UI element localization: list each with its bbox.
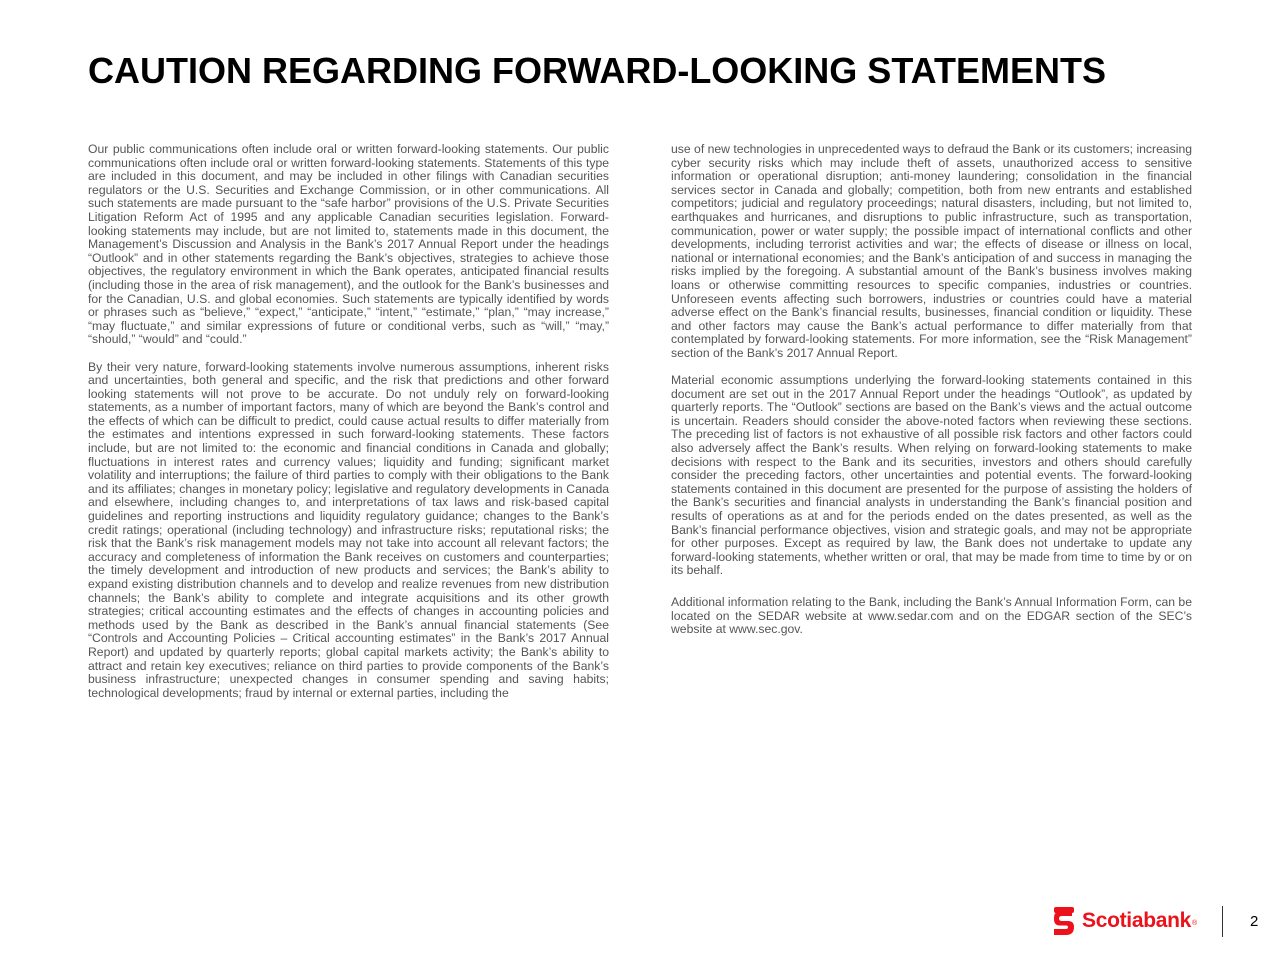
- paragraph-intro: Our public communications often include oral or written forward-looking statements. Our public communications often include oral or written forward-looking statements. Statements of this type are included in this document, and may be included in other filings with Canadian securities regulators or the U.S. Securities and Exchange Commission, or in other communications. All such statements are made pursuant to the “safe harbor” provisions of the U.S. Private Securities Litigation Reform Act of 1995 and any applicable Canadian securities legislation. Forward-looking statements may include, but are not limited to, statements made in this document, the Management’s Discussion and Analysis in the Bank’s 2017 Annual Report under the headings “Outlook” and in other statements regarding the Bank’s objectives, strategies to achieve those objectives, the regulatory environment in which the Bank operates, anticipated financial results (including those in the area of risk management), and the outlook for the Bank’s businesses and for the Canadian, U.S. and global economies. Such statements are typically identified by words or phrases such as “believe,” “expect,” “anticipate,” “intent,” “estimate,” “plan,” “may increase,” “may fluctuate,” and similar expressions of future or conditional verbs, such as “will,” “may,” “should,” “would” and “could.”: [88, 142, 609, 347]
- scotiabank-logo: [1052, 906, 1197, 936]
- right-column: [671, 143, 1192, 637]
- logo-wordmark: Scotiabank: [1082, 909, 1192, 932]
- paragraph-risks-continued: use of new technologies in unprecedented ways to defraud the Bank or its customers; increasing cyber security risks which may include theft of assets, unauthorized access to sensitive information or operational disruption; anti-money laundering; consolidation in the financial services sector in Canada and globally; competition, both from new entrants and established competitors; judicial and regulatory proceedings; natural disasters, including, but not limited to, earthquakes and hurricanes, and disruptions to public infrastructure, such as transportation, communication, power or water supply; the possible impact of international conflicts and other developments, including terrorist activities and war; the effects of disease or illness on local, national or international economies; and the Bank’s anticipation of and success in managing the risks implied by the foregoing. A substantial amount of the Bank’s business involves making loans or otherwise committing resources to specific companies, industries or countries. Unforeseen events affecting such borrowers, industries or countries could have a material adverse effect on the Bank’s financial results, businesses, financial condition or liquidity. These and other factors may cause the Bank’s actual performance to differ materially from that contemplated by forward-looking statements. For more information, see the “Risk Management” section of the Bank’s 2017 Annual Report.: [671, 142, 1192, 360]
- left-column: [88, 143, 609, 700]
- page-title: CAUTION REGARDING FORWARD-LOOKING STATEMENTS: [88, 50, 1106, 91]
- registered-mark: ®: [1192, 919, 1198, 927]
- page-number: 2: [1250, 913, 1259, 930]
- scotiabank-s-icon: [1052, 907, 1076, 935]
- footer-divider: [1222, 906, 1223, 937]
- paragraph-risks: By their very nature, forward-looking statements involve numerous assumptions, inherent risks and uncertainties, both general and specific, and the risk that predictions and other forward looking statements will not prove to be accurate. Do not unduly rely on forward-looking statements, as a number of important factors, many of which are beyond the Bank’s control and the effects of which can be difficult to predict, could cause actual results to differ materially from the estimates and intentions expressed in such forward-looking statements. These factors include, but are not limited to: the economic and financial conditions in Canada and globally; fluctuations in interest rates and currency values; liquidity and funding; significant market volatility and interruptions; the failure of third parties to comply with their obligations to the Bank and its affiliates; changes in monetary policy; legislative and regulatory developments in Canada and elsewhere, including changes to, and interpretations of tax laws and risk-based capital guidelines and reporting instructions and liquidity regulatory guidance; changes to the Bank’s credit ratings; operational (including technology) and infrastructure risks; reputational risks; the risk that the Bank’s risk management models may not take into account all relevant factors; the accuracy and completeness of information the Bank receives on customers and counterparties; the timely development and introduction of new products and services; the Bank’s ability to expand existing distribution channels and to develop and realize revenues from new distribution channels; the Bank’s ability to complete and integrate acquisitions and its other growth strategies; critical accounting estimates and the effects of changes in accounting policies and methods used by the Bank as described in the Bank’s annual financial statements (See “Controls and Accounting Policies – Critical accounting estimates” in the Bank’s 2017 Annual Report) and updated by quarterly reports; global capital markets activity; the Bank’s ability to attract and retain key executives; reliance on third parties to provide components of the Bank’s business infrastructure; unexpected changes in consumer spending and saving habits; technological developments; fraud by internal or external parties, including the: [88, 359, 609, 700]
- paragraph-additional-info: Additional information relating to the Bank, including the Bank’s Annual Information Form, can be located on the SEDAR website at www.sedar.com and on the EDGAR section of the SEC’s website at www.sec.gov.: [671, 595, 1192, 637]
- paragraph-assumptions: Material economic assumptions underlying the forward-looking statements contained in this document are set out in the 2017 Annual Report under the headings “Outlook”, as updated by quarterly reports. The “Outlook” sections are based on the Bank’s views and the actual outcome is uncertain. Readers should consider the above-noted factors when reviewing these sections. The preceding list of factors is not exhaustive of all possible risk factors and other factors could also adversely affect the Bank’s results. When relying on forward-looking statements to make decisions with respect to the Bank and its securities, investors and others should carefully consider the preceding factors, other uncertainties and potential events. The forward-looking statements contained in this document are presented for the purpose of assisting the holders of the Bank’s securities and financial analysts in understanding the Bank’s financial position and results of operations as at and for the periods ended on the dates presented, as well as the Bank’s financial performance objectives, vision and strategic goals, and may not be appropriate for other purposes. Except as required by law, the Bank does not undertake to update any forward-looking statements, whether written or oral, that may be made from time to time by or on its behalf.: [671, 373, 1192, 578]
